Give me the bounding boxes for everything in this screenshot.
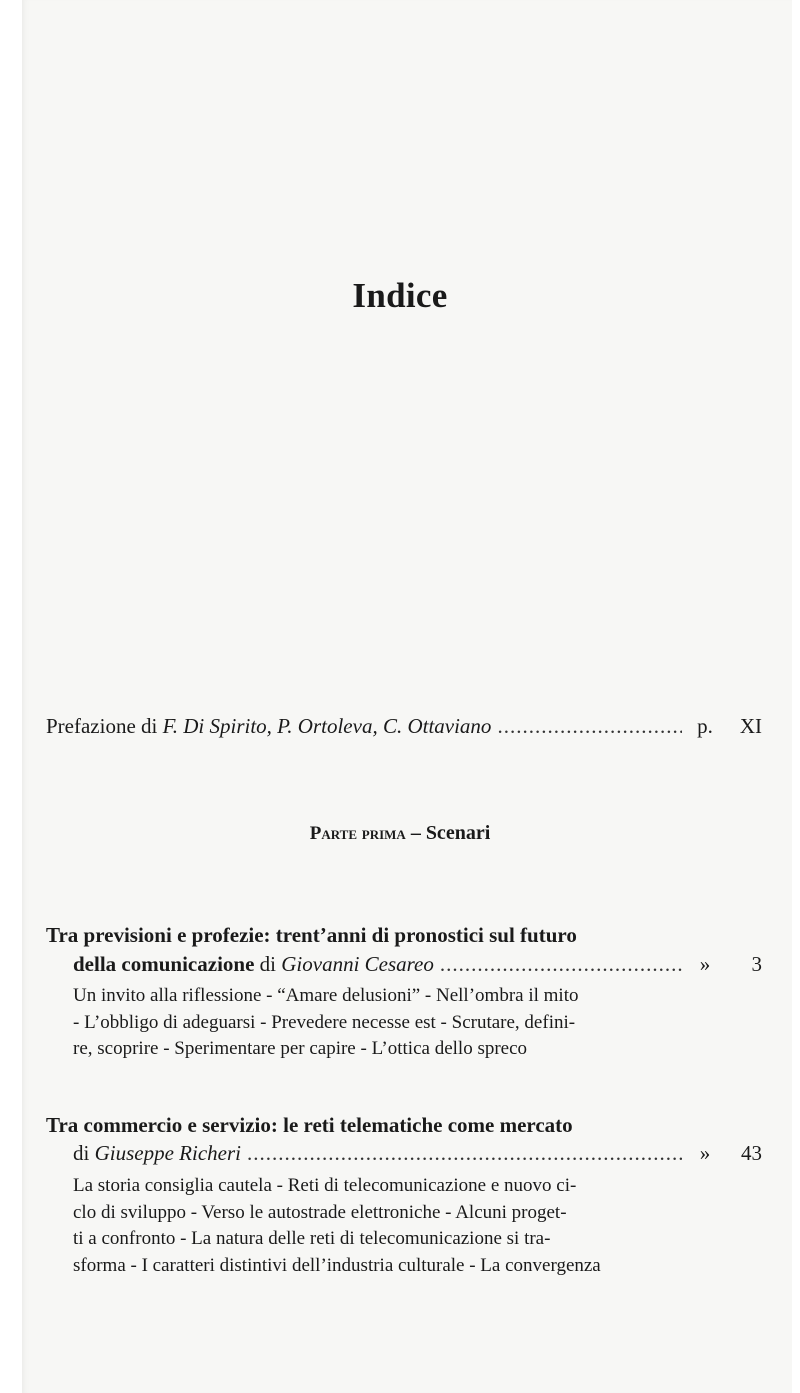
- entry-author: Giuseppe Richeri: [94, 1141, 241, 1165]
- entry-title: Tra commercio e servizio: le reti telematiche come mercato: [46, 1113, 573, 1137]
- page-title: Indice: [352, 276, 448, 315]
- entry-author: Giovanni Cesareo: [281, 952, 434, 976]
- dot-leader: [497, 713, 682, 740]
- preface-label: Prefazione di: [46, 714, 158, 738]
- summary-line: Un invito alla riflessione - “Amare delusioni” - Nell’ombra il mito: [73, 985, 579, 1006]
- part-name: Scenari: [425, 822, 491, 844]
- summary-line: - L’obbligo di adeguarsi - Prevedere necesse est - Scrutare, defini-: [73, 1011, 576, 1033]
- entry-summary: [46, 983, 762, 1063]
- part-dash: –: [410, 822, 421, 844]
- preface-entry: [46, 713, 762, 740]
- page-number: 43: [741, 1141, 762, 1165]
- entry-title-continued: della comunicazione: [73, 952, 255, 976]
- page-margin: [0, 0, 22, 1393]
- page-number: XI: [739, 714, 762, 738]
- ditto-marker: »: [699, 952, 711, 976]
- part-label: Parte prima: [309, 823, 406, 844]
- ditto-marker: »: [699, 1141, 711, 1165]
- entry-by: di: [259, 952, 276, 976]
- entry-summary: [46, 1173, 762, 1279]
- page-number: 3: [751, 952, 762, 976]
- summary-line: La storia consiglia cautela - Reti di telecomunicazione e nuovo ci-: [73, 1175, 577, 1196]
- summary-line: re, scoprire - Sperimentare per capire - L’ottica dello spreco: [73, 1038, 528, 1059]
- page-marker: p.: [697, 714, 713, 738]
- toc-entry: [46, 921, 762, 1063]
- dot-leader: [440, 951, 682, 978]
- summary-line: sforma - I caratteri distintivi dell’industria culturale - La convergenza: [73, 1254, 601, 1276]
- entry-by: di: [73, 1141, 90, 1165]
- part-heading: [0, 822, 800, 845]
- entry-title: Tra previsioni e profezie: trent’anni di pronostici sul futuro: [46, 923, 577, 947]
- summary-line: clo di sviluppo - Verso le autostrade elettroniche - Alcuni proget-: [73, 1201, 567, 1223]
- toc-entry: [46, 1111, 762, 1279]
- summary-line: ti a confronto - La natura delle reti di telecomunicazione si tra-: [73, 1228, 551, 1249]
- dot-leader: [247, 1140, 682, 1167]
- preface-authors: F. Di Spirito, P. Ortoleva, C. Ottaviano: [162, 714, 492, 738]
